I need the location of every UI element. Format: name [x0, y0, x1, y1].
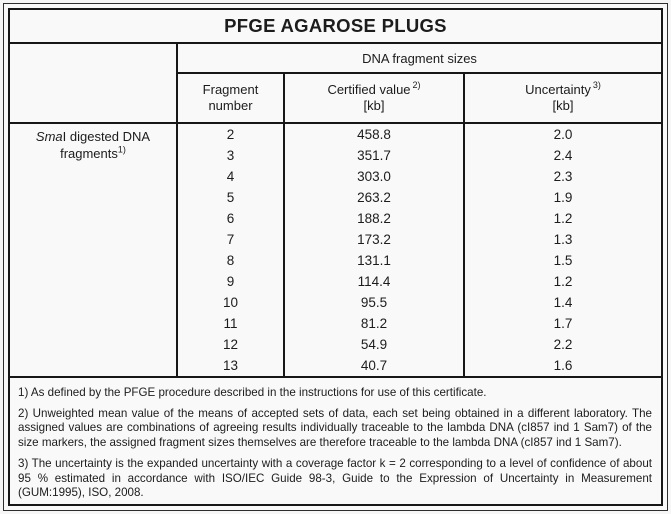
- row-group-label-smai-digested-dna-fragments: [10, 124, 176, 376]
- table-cell-uncertainty: 2.3: [463, 166, 661, 187]
- table-cell-certified-value: 40.7: [283, 355, 463, 376]
- table-cell-fragment-number: 3: [176, 145, 283, 166]
- table-cell-certified-value: 114.4: [283, 271, 463, 292]
- table-cell-certified-value: 351.7: [283, 145, 463, 166]
- column-header-line: [525, 82, 601, 99]
- table-cell-certified-value: 81.2: [283, 313, 463, 334]
- table-cell-certified-value: 173.2: [283, 229, 463, 250]
- column-header-certified-value: [283, 74, 463, 122]
- table-cell-certified-value: 188.2: [283, 208, 463, 229]
- certificate-sheet: [3, 3, 668, 511]
- table-cell-uncertainty: 1.9: [463, 187, 661, 208]
- pfge-certificate-table: [8, 8, 663, 506]
- table-cell-uncertainty: 1.3: [463, 229, 661, 250]
- column-header-line: number: [208, 98, 253, 113]
- table-cell-uncertainty: 1.6: [463, 355, 661, 376]
- table-cell-uncertainty: 1.7: [463, 313, 661, 334]
- group-header-text: DNA fragment sizes: [362, 50, 477, 66]
- table-cell-fragment-number: 12: [176, 334, 283, 355]
- footnotes-section: [10, 376, 661, 504]
- table-cell-certified-value: 54.9: [283, 334, 463, 355]
- column-header-line: [327, 82, 420, 99]
- footnote-2: 2) Unweighted mean value of the means of accepted sets of data, each set being obtained in a different laboratory. The assigned values are combinations of agreeing results individually traceable to the lambda DNA (cI857 ind 1 Sam7) of the size markers, the assigned fragment sizes themselves are therefore traceable to the lambda DNA (cI857 ind 1 Sam7).: [18, 406, 652, 450]
- footnote-ref-2: 2): [412, 80, 421, 91]
- table-cell-certified-value: 263.2: [283, 187, 463, 208]
- page-title-text: PFGE AGAROSE PLUGS: [224, 15, 447, 36]
- enzyme-name-italic: Sma: [35, 129, 63, 144]
- table-cell-fragment-number: 13: [176, 355, 283, 376]
- table-cell-uncertainty: 1.2: [463, 208, 661, 229]
- table-cell-uncertainty: 2.4: [463, 145, 661, 166]
- table-cell-fragment-number: 2: [176, 124, 283, 145]
- table-cell-certified-value: 95.5: [283, 292, 463, 313]
- table-cell-fragment-number: 11: [176, 313, 283, 334]
- column-header-label: Uncertainty: [525, 81, 591, 97]
- table-cell-fragment-number: 10: [176, 292, 283, 313]
- table-cell-fragment-number: 8: [176, 250, 283, 271]
- column-header-label: Certified value: [327, 81, 411, 97]
- table-body: [10, 124, 661, 376]
- group-header-dna-fragment-sizes: [176, 44, 661, 74]
- footnote-ref-1: 1): [117, 144, 126, 155]
- footnote-ref-3: 3): [592, 80, 601, 91]
- table-cell-uncertainty: 2.2: [463, 334, 661, 355]
- column-header-uncertainty: [463, 74, 661, 122]
- column-header-unit: [kb]: [552, 98, 574, 113]
- table-cell-uncertainty: 1.5: [463, 250, 661, 271]
- footnote-3: 3) The uncertainty is the expanded uncertainty with a coverage factor k = 2 corresponding to a level of confidence of about 95 % estimated in accordance with ISO/IEC Guide 98-3, Guide to the Expression of Uncertainty in Measurement (GUM:1995), ISO, 2008.: [18, 456, 652, 500]
- table-cell-fragment-number: 9: [176, 271, 283, 292]
- table-cell-uncertainty: 1.4: [463, 292, 661, 313]
- row-group-label-text: I digested DNA fragments: [60, 129, 151, 161]
- column-header-line: Fragment: [202, 81, 259, 97]
- table-cell-certified-value: 131.1: [283, 250, 463, 271]
- table-cell-uncertainty: 2.0: [463, 124, 661, 145]
- table-cell-fragment-number: 7: [176, 229, 283, 250]
- footnote-1: 1) As defined by the PFGE procedure described in the instructions for use of this certificate.: [18, 386, 487, 399]
- table-cell-uncertainty: 1.2: [463, 271, 661, 292]
- table-cell-fragment-number: 4: [176, 166, 283, 187]
- column-header-fragment-number: [176, 74, 283, 122]
- table-cell-certified-value: 458.8: [283, 124, 463, 145]
- corner-cell: [10, 44, 176, 122]
- page-title: [10, 10, 661, 44]
- column-header-unit: [kb]: [363, 98, 385, 113]
- table-cell-fragment-number: 6: [176, 208, 283, 229]
- table-cell-fragment-number: 5: [176, 187, 283, 208]
- table-header: [10, 44, 661, 124]
- table-cell-certified-value: 303.0: [283, 166, 463, 187]
